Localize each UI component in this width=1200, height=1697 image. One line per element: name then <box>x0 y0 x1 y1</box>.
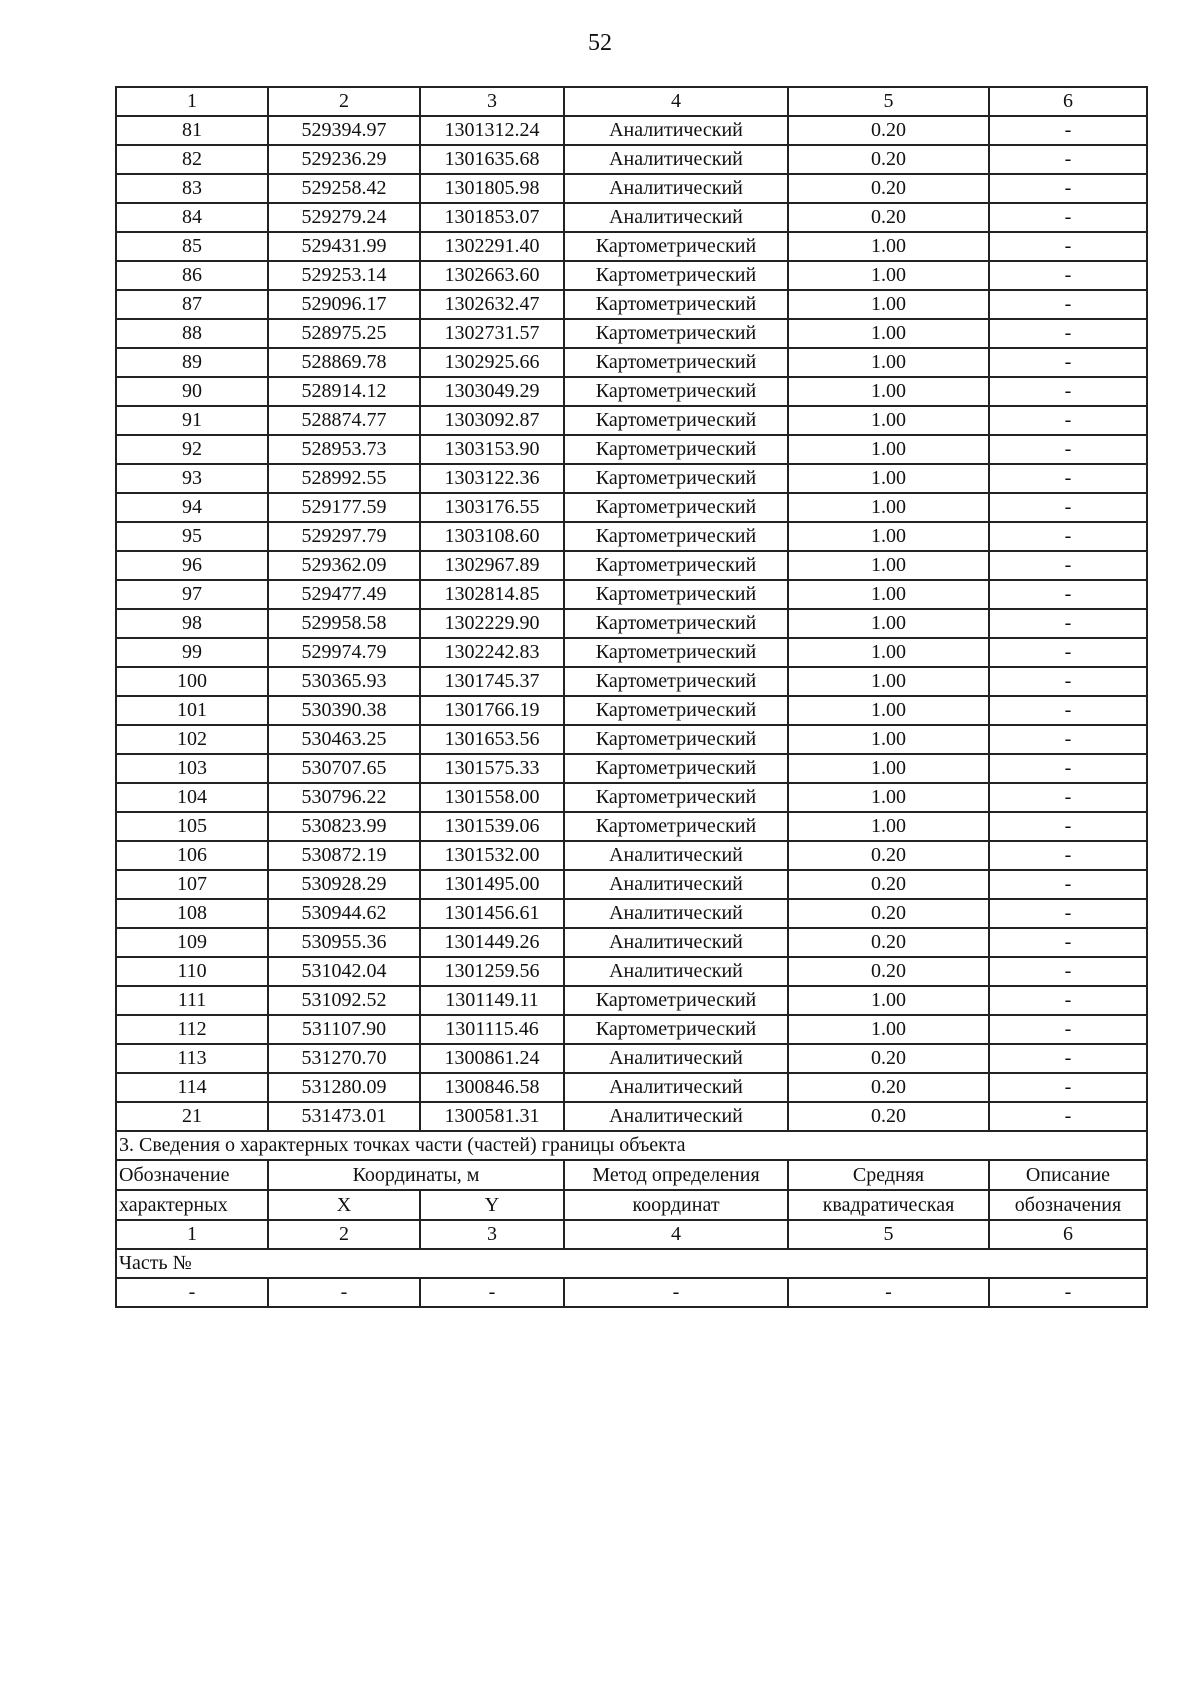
column-number: 1 <box>116 1220 268 1249</box>
point-id-cell: 90 <box>116 377 268 406</box>
point-id-cell: 82 <box>116 145 268 174</box>
description-cell: - <box>989 522 1147 551</box>
error-cell: 1.00 <box>788 348 989 377</box>
error-cell: 0.20 <box>788 145 989 174</box>
y-coordinate-cell: 1300861.24 <box>420 1044 564 1073</box>
method-cell: Аналитический <box>564 203 788 232</box>
table-row <box>116 145 1147 174</box>
method-cell: Картометрический <box>564 725 788 754</box>
table-row <box>116 928 1147 957</box>
error-cell: 0.20 <box>788 957 989 986</box>
point-id-cell: 21 <box>116 1102 268 1131</box>
description-cell: - <box>989 406 1147 435</box>
empty-cell: - <box>116 1278 268 1307</box>
error-cell: 1.00 <box>788 319 989 348</box>
description-cell: - <box>989 899 1147 928</box>
description-cell: - <box>989 783 1147 812</box>
point-id-cell: 91 <box>116 406 268 435</box>
x-coordinate-cell: 531473.01 <box>268 1102 420 1131</box>
error-cell: 1.00 <box>788 638 989 667</box>
method-cell: Картометрический <box>564 232 788 261</box>
table-row <box>116 754 1147 783</box>
error-cell: 1.00 <box>788 609 989 638</box>
x-coordinate-cell: 530872.19 <box>268 841 420 870</box>
table-row <box>116 493 1147 522</box>
error-cell: 1.00 <box>788 493 989 522</box>
y-coordinate-cell: 1302632.47 <box>420 290 564 319</box>
y-coordinate-cell: 1301575.33 <box>420 754 564 783</box>
method-cell: Картометрический <box>564 986 788 1015</box>
column-number: 3 <box>420 87 564 116</box>
method-cell: Картометрический <box>564 551 788 580</box>
x-coordinate-cell: 530390.38 <box>268 696 420 725</box>
point-id-cell: 112 <box>116 1015 268 1044</box>
table-row <box>116 783 1147 812</box>
empty-cell: - <box>788 1278 989 1307</box>
y-coordinate-cell: 1301766.19 <box>420 696 564 725</box>
point-id-cell: 98 <box>116 609 268 638</box>
point-id-cell: 105 <box>116 812 268 841</box>
method-cell: Аналитический <box>564 116 788 145</box>
point-id-cell: 114 <box>116 1073 268 1102</box>
coordinates-header: Координаты, м <box>268 1160 564 1190</box>
section3-header-row-1 <box>116 1160 1147 1190</box>
error-cell: 1.00 <box>788 232 989 261</box>
method-cell: Аналитический <box>564 1073 788 1102</box>
x-coordinate-cell: 529258.42 <box>268 174 420 203</box>
y-coordinate-cell: 1302814.85 <box>420 580 564 609</box>
description-cell: - <box>989 1044 1147 1073</box>
x-header: X <box>268 1190 420 1220</box>
method-cell: Картометрический <box>564 754 788 783</box>
method-cell: Картометрический <box>564 290 788 319</box>
designation-header-cont: характерных <box>116 1190 268 1220</box>
column-number-row <box>116 87 1147 116</box>
table-row <box>116 1015 1147 1044</box>
description-cell: - <box>989 841 1147 870</box>
y-coordinate-cell: 1302291.40 <box>420 232 564 261</box>
x-coordinate-cell: 528953.73 <box>268 435 420 464</box>
error-cell: 1.00 <box>788 725 989 754</box>
x-coordinate-cell: 529394.97 <box>268 116 420 145</box>
column-number: 2 <box>268 1220 420 1249</box>
table-row <box>116 174 1147 203</box>
y-coordinate-cell: 1303122.36 <box>420 464 564 493</box>
section3-title-row <box>116 1131 1147 1160</box>
error-cell: 1.00 <box>788 377 989 406</box>
method-cell: Аналитический <box>564 145 788 174</box>
error-cell: 1.00 <box>788 754 989 783</box>
method-cell: Картометрический <box>564 812 788 841</box>
description-cell: - <box>989 1073 1147 1102</box>
column-number: 1 <box>116 87 268 116</box>
description-cell: - <box>989 1015 1147 1044</box>
description-cell: - <box>989 812 1147 841</box>
y-coordinate-cell: 1301259.56 <box>420 957 564 986</box>
y-coordinate-cell: 1300846.58 <box>420 1073 564 1102</box>
error-cell: 1.00 <box>788 783 989 812</box>
description-cell: - <box>989 667 1147 696</box>
table-row <box>116 290 1147 319</box>
x-coordinate-cell: 529958.58 <box>268 609 420 638</box>
error-cell: 0.20 <box>788 174 989 203</box>
description-cell: - <box>989 696 1147 725</box>
x-coordinate-cell: 531280.09 <box>268 1073 420 1102</box>
table-row <box>116 1044 1147 1073</box>
method-cell: Аналитический <box>564 1102 788 1131</box>
table-row <box>116 203 1147 232</box>
point-id-cell: 97 <box>116 580 268 609</box>
x-coordinate-cell: 529279.24 <box>268 203 420 232</box>
x-coordinate-cell: 528992.55 <box>268 464 420 493</box>
table-row <box>116 116 1147 145</box>
table-row <box>116 551 1147 580</box>
description-cell: - <box>989 145 1147 174</box>
error-header: Средняя <box>788 1160 989 1190</box>
description-cell: - <box>989 435 1147 464</box>
method-cell: Аналитический <box>564 957 788 986</box>
point-id-cell: 103 <box>116 754 268 783</box>
table-row <box>116 1073 1147 1102</box>
error-cell: 1.00 <box>788 1015 989 1044</box>
method-header: Метод определения <box>564 1160 788 1190</box>
error-cell: 1.00 <box>788 812 989 841</box>
method-cell: Картометрический <box>564 638 788 667</box>
x-coordinate-cell: 529177.59 <box>268 493 420 522</box>
table-row <box>116 580 1147 609</box>
method-cell: Картометрический <box>564 435 788 464</box>
method-cell: Картометрический <box>564 348 788 377</box>
column-number: 6 <box>989 87 1147 116</box>
point-id-cell: 95 <box>116 522 268 551</box>
method-cell: Картометрический <box>564 377 788 406</box>
method-cell: Картометрический <box>564 609 788 638</box>
error-cell: 0.20 <box>788 1044 989 1073</box>
table-row <box>116 841 1147 870</box>
x-coordinate-cell: 530463.25 <box>268 725 420 754</box>
method-cell: Аналитический <box>564 928 788 957</box>
description-cell: - <box>989 319 1147 348</box>
column-number: 4 <box>564 87 788 116</box>
point-id-cell: 83 <box>116 174 268 203</box>
x-coordinate-cell: 529362.09 <box>268 551 420 580</box>
designation-header: Обозначение <box>116 1160 268 1190</box>
error-cell: 1.00 <box>788 290 989 319</box>
method-cell: Картометрический <box>564 1015 788 1044</box>
description-cell: - <box>989 493 1147 522</box>
description-cell: - <box>989 986 1147 1015</box>
y-coordinate-cell: 1301312.24 <box>420 116 564 145</box>
point-id-cell: 110 <box>116 957 268 986</box>
coordinates-table <box>115 86 1148 1308</box>
table-row <box>116 406 1147 435</box>
error-cell: 1.00 <box>788 406 989 435</box>
point-id-cell: 113 <box>116 1044 268 1073</box>
description-cell: - <box>989 290 1147 319</box>
point-id-cell: 104 <box>116 783 268 812</box>
y-coordinate-cell: 1301115.46 <box>420 1015 564 1044</box>
y-coordinate-cell: 1301745.37 <box>420 667 564 696</box>
description-cell: - <box>989 261 1147 290</box>
description-cell: - <box>989 580 1147 609</box>
y-coordinate-cell: 1302229.90 <box>420 609 564 638</box>
error-cell: 1.00 <box>788 522 989 551</box>
y-coordinate-cell: 1301805.98 <box>420 174 564 203</box>
y-coordinate-cell: 1302967.89 <box>420 551 564 580</box>
empty-cell: - <box>564 1278 788 1307</box>
method-cell: Аналитический <box>564 870 788 899</box>
description-cell: - <box>989 551 1147 580</box>
error-header-cont: квадратическая <box>788 1190 989 1220</box>
table-row <box>116 638 1147 667</box>
point-id-cell: 101 <box>116 696 268 725</box>
description-header-cont: обозначения <box>989 1190 1147 1220</box>
column-number: 6 <box>989 1220 1147 1249</box>
table-row <box>116 319 1147 348</box>
method-cell: Картометрический <box>564 261 788 290</box>
point-id-cell: 81 <box>116 116 268 145</box>
x-coordinate-cell: 531107.90 <box>268 1015 420 1044</box>
y-coordinate-cell: 1303049.29 <box>420 377 564 406</box>
point-id-cell: 99 <box>116 638 268 667</box>
point-id-cell: 84 <box>116 203 268 232</box>
y-coordinate-cell: 1301539.06 <box>420 812 564 841</box>
method-cell: Картометрический <box>564 667 788 696</box>
point-id-cell: 109 <box>116 928 268 957</box>
description-cell: - <box>989 464 1147 493</box>
table-row <box>116 725 1147 754</box>
y-header: Y <box>420 1190 564 1220</box>
method-cell: Картометрический <box>564 464 788 493</box>
y-coordinate-cell: 1301149.11 <box>420 986 564 1015</box>
x-coordinate-cell: 529236.29 <box>268 145 420 174</box>
table-row <box>116 812 1147 841</box>
table-row <box>116 377 1147 406</box>
x-coordinate-cell: 529253.14 <box>268 261 420 290</box>
description-cell: - <box>989 928 1147 957</box>
column-number: 5 <box>788 1220 989 1249</box>
table-row <box>116 522 1147 551</box>
error-cell: 0.20 <box>788 116 989 145</box>
y-coordinate-cell: 1301456.61 <box>420 899 564 928</box>
column-number: 3 <box>420 1220 564 1249</box>
description-cell: - <box>989 348 1147 377</box>
method-header-cont: координат <box>564 1190 788 1220</box>
point-id-cell: 86 <box>116 261 268 290</box>
part-label: Часть № <box>116 1249 1147 1278</box>
x-coordinate-cell: 529974.79 <box>268 638 420 667</box>
y-coordinate-cell: 1303092.87 <box>420 406 564 435</box>
method-cell: Картометрический <box>564 522 788 551</box>
point-id-cell: 93 <box>116 464 268 493</box>
point-id-cell: 96 <box>116 551 268 580</box>
table-row <box>116 348 1147 377</box>
error-cell: 1.00 <box>788 261 989 290</box>
method-cell: Аналитический <box>564 174 788 203</box>
y-coordinate-cell: 1301635.68 <box>420 145 564 174</box>
description-cell: - <box>989 609 1147 638</box>
empty-cell: - <box>420 1278 564 1307</box>
x-coordinate-cell: 530823.99 <box>268 812 420 841</box>
method-cell: Картометрический <box>564 493 788 522</box>
description-cell: - <box>989 638 1147 667</box>
page-number: 52 <box>588 30 612 56</box>
empty-cell: - <box>268 1278 420 1307</box>
error-cell: 1.00 <box>788 551 989 580</box>
table-row <box>116 696 1147 725</box>
point-id-cell: 85 <box>116 232 268 261</box>
column-number: 2 <box>268 87 420 116</box>
part-label-row <box>116 1249 1147 1278</box>
point-id-cell: 102 <box>116 725 268 754</box>
error-cell: 1.00 <box>788 435 989 464</box>
y-coordinate-cell: 1301558.00 <box>420 783 564 812</box>
x-coordinate-cell: 530944.62 <box>268 899 420 928</box>
x-coordinate-cell: 528869.78 <box>268 348 420 377</box>
x-coordinate-cell: 529431.99 <box>268 232 420 261</box>
error-cell: 0.20 <box>788 1102 989 1131</box>
table-row <box>116 435 1147 464</box>
x-coordinate-cell: 531092.52 <box>268 986 420 1015</box>
y-coordinate-cell: 1300581.31 <box>420 1102 564 1131</box>
table-row <box>116 232 1147 261</box>
method-cell: Картометрический <box>564 319 788 348</box>
x-coordinate-cell: 531042.04 <box>268 957 420 986</box>
x-coordinate-cell: 531270.70 <box>268 1044 420 1073</box>
column-number: 5 <box>788 87 989 116</box>
table-row <box>116 986 1147 1015</box>
x-coordinate-cell: 530928.29 <box>268 870 420 899</box>
point-id-cell: 92 <box>116 435 268 464</box>
x-coordinate-cell: 530955.36 <box>268 928 420 957</box>
y-coordinate-cell: 1303108.60 <box>420 522 564 551</box>
description-cell: - <box>989 870 1147 899</box>
method-cell: Картометрический <box>564 580 788 609</box>
method-cell: Картометрический <box>564 696 788 725</box>
error-cell: 1.00 <box>788 580 989 609</box>
method-cell: Аналитический <box>564 841 788 870</box>
method-cell: Картометрический <box>564 406 788 435</box>
description-cell: - <box>989 725 1147 754</box>
section3-header-row-2 <box>116 1190 1147 1220</box>
point-id-cell: 100 <box>116 667 268 696</box>
description-cell: - <box>989 377 1147 406</box>
table-row <box>116 609 1147 638</box>
description-cell: - <box>989 116 1147 145</box>
error-cell: 0.20 <box>788 870 989 899</box>
method-cell: Аналитический <box>564 1044 788 1073</box>
error-cell: 0.20 <box>788 899 989 928</box>
point-id-cell: 107 <box>116 870 268 899</box>
empty-cell: - <box>989 1278 1147 1307</box>
point-id-cell: 87 <box>116 290 268 319</box>
x-coordinate-cell: 530707.65 <box>268 754 420 783</box>
method-cell: Аналитический <box>564 899 788 928</box>
error-cell: 0.20 <box>788 928 989 957</box>
section3-title: 3. Сведения о характерных точках части (частей) границы объекта <box>116 1131 1147 1160</box>
error-cell: 0.20 <box>788 841 989 870</box>
table-row <box>116 667 1147 696</box>
error-cell: 1.00 <box>788 667 989 696</box>
section3-column-number-row <box>116 1220 1147 1249</box>
x-coordinate-cell: 529477.49 <box>268 580 420 609</box>
error-cell: 0.20 <box>788 203 989 232</box>
y-coordinate-cell: 1301495.00 <box>420 870 564 899</box>
error-cell: 1.00 <box>788 986 989 1015</box>
table-row <box>116 957 1147 986</box>
error-cell: 1.00 <box>788 464 989 493</box>
y-coordinate-cell: 1302663.60 <box>420 261 564 290</box>
description-cell: - <box>989 754 1147 783</box>
error-cell: 0.20 <box>788 1073 989 1102</box>
x-coordinate-cell: 530796.22 <box>268 783 420 812</box>
description-cell: - <box>989 174 1147 203</box>
method-cell: Картометрический <box>564 783 788 812</box>
point-id-cell: 88 <box>116 319 268 348</box>
x-coordinate-cell: 529096.17 <box>268 290 420 319</box>
point-id-cell: 106 <box>116 841 268 870</box>
x-coordinate-cell: 528975.25 <box>268 319 420 348</box>
column-number: 4 <box>564 1220 788 1249</box>
y-coordinate-cell: 1303176.55 <box>420 493 564 522</box>
point-id-cell: 111 <box>116 986 268 1015</box>
table-row <box>116 899 1147 928</box>
x-coordinate-cell: 529297.79 <box>268 522 420 551</box>
y-coordinate-cell: 1302242.83 <box>420 638 564 667</box>
error-cell: 1.00 <box>788 696 989 725</box>
y-coordinate-cell: 1301853.07 <box>420 203 564 232</box>
description-cell: - <box>989 203 1147 232</box>
table-row <box>116 870 1147 899</box>
x-coordinate-cell: 528914.12 <box>268 377 420 406</box>
point-id-cell: 108 <box>116 899 268 928</box>
description-cell: - <box>989 1102 1147 1131</box>
description-cell: - <box>989 232 1147 261</box>
point-id-cell: 94 <box>116 493 268 522</box>
y-coordinate-cell: 1303153.90 <box>420 435 564 464</box>
y-coordinate-cell: 1301532.00 <box>420 841 564 870</box>
x-coordinate-cell: 528874.77 <box>268 406 420 435</box>
y-coordinate-cell: 1301449.26 <box>420 928 564 957</box>
x-coordinate-cell: 530365.93 <box>268 667 420 696</box>
table-row <box>116 464 1147 493</box>
y-coordinate-cell: 1301653.56 <box>420 725 564 754</box>
table-row <box>116 1102 1147 1131</box>
description-cell: - <box>989 957 1147 986</box>
empty-row <box>116 1278 1147 1307</box>
point-id-cell: 89 <box>116 348 268 377</box>
description-header: Описание <box>989 1160 1147 1190</box>
y-coordinate-cell: 1302925.66 <box>420 348 564 377</box>
y-coordinate-cell: 1302731.57 <box>420 319 564 348</box>
table-row <box>116 261 1147 290</box>
